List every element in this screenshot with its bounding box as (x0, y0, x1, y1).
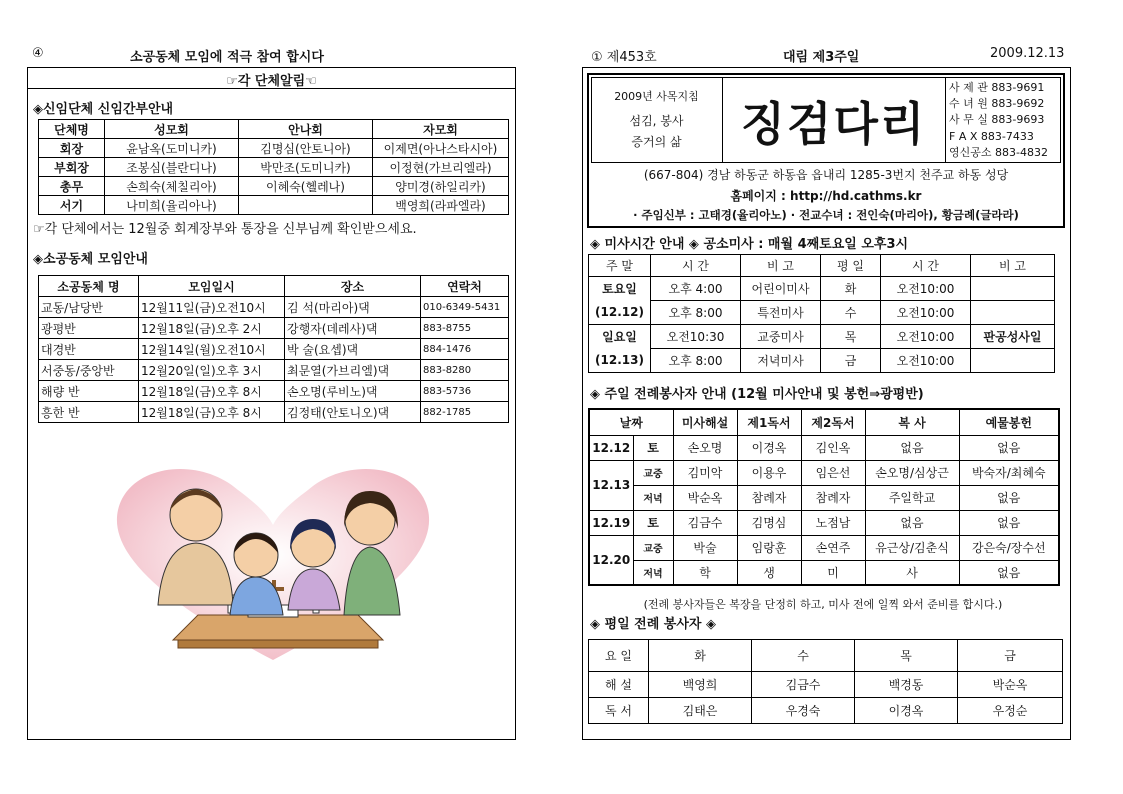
cell: 없음 (959, 560, 1059, 585)
cell: 박술 (673, 535, 737, 560)
row-label: 서기 (39, 196, 105, 215)
day-label: 토요일 (589, 277, 651, 301)
day-label: 일요일 (589, 325, 651, 349)
cell: 없음 (959, 510, 1059, 535)
cell: 김금수 (673, 510, 737, 535)
cell: 손희숙(체칠리아) (105, 177, 239, 196)
col-header: 성모회 (105, 120, 239, 139)
col-header: 연락처 (421, 276, 509, 297)
cell: 오전10:30 (651, 325, 741, 349)
cell: 김금수 (752, 672, 855, 698)
col-header: 금 (958, 640, 1063, 672)
servers-heading: ◈ 주일 전례봉사자 안내 (12월 미사안내 및 봉헌⇒광평반) (590, 387, 924, 402)
cell: 참례자 (737, 485, 801, 510)
small-community-table (38, 275, 509, 423)
cell: 박 술(요셉)댁 (285, 339, 421, 360)
cell: 해량 반 (39, 381, 139, 402)
cell: 오전10:00 (881, 301, 971, 325)
motto-line2: 증거의 삶 (631, 135, 682, 149)
officers-heading: ◈신임단체 신임간부안내 (33, 102, 174, 117)
cell: 유근상/김춘식 (865, 535, 959, 560)
mass-times-table (588, 254, 1055, 373)
cell: 오전10:00 (881, 325, 971, 349)
cell: 교동/남당반 (39, 297, 139, 318)
cell: 임은선 (801, 460, 865, 485)
col-header: 자모회 (373, 120, 509, 139)
cell: 박순옥 (958, 672, 1063, 698)
row-label: 독 서 (589, 698, 649, 724)
slogan: 소공동체 모임에 적극 참여 합시다 (130, 50, 324, 65)
cell: 나미희(율리아나) (105, 196, 239, 215)
cell: 백영희(라파엘라) (373, 196, 509, 215)
cell: 김 석(마리아)댁 (285, 297, 421, 318)
table-shape (173, 615, 383, 640)
cell: 임랑훈 (737, 535, 801, 560)
cell: 없음 (865, 435, 959, 460)
cell: 박순옥 (673, 485, 737, 510)
cell: 백영희 (649, 672, 752, 698)
cell: 오후 8:00 (651, 349, 741, 373)
cell: 노점남 (801, 510, 865, 535)
cell: 이용우 (737, 460, 801, 485)
date-label: (12.12) (589, 301, 651, 325)
cell: 윤남옥(도미니카) (105, 139, 239, 158)
cell: 박만조(도미니카) (239, 158, 373, 177)
motto-line1: 섬김, 봉사 (629, 114, 684, 128)
row-label: 해 설 (589, 672, 649, 698)
col-header: 복 사 (865, 409, 959, 435)
col-header: 안나회 (239, 120, 373, 139)
date-cell: 12.12 (589, 435, 633, 460)
motto-year: 2009년 사목지침 (614, 90, 699, 103)
cell: 오전10:00 (881, 349, 971, 373)
col-header: 제2독서 (801, 409, 865, 435)
cell: 김인옥 (801, 435, 865, 460)
cell: 이경옥 (737, 435, 801, 460)
cell: 생 (737, 560, 801, 585)
cell: 미 (801, 560, 865, 585)
section-title: ☞각 단체알림☜ (226, 74, 317, 89)
cell: 저녁미사 (741, 349, 821, 373)
small-community-heading: ◈소공동체 모임안내 (33, 252, 148, 267)
cell: 이제면(아나스타시아) (373, 139, 509, 158)
cell: 어린이미사 (741, 277, 821, 301)
cell: 특전미사 (741, 301, 821, 325)
col-header: 주 말 (589, 255, 651, 277)
cell: 12월18일(금)오후 2시 (139, 318, 285, 339)
cell: 883-5736 (421, 381, 509, 402)
col-header: 평 일 (821, 255, 881, 277)
cell: 이정현(가브리엘라) (373, 158, 509, 177)
cell: 김명심(안토니아) (239, 139, 373, 158)
date-label: (12.13) (589, 349, 651, 373)
cell: 흥한 반 (39, 402, 139, 423)
contact-list (949, 80, 1048, 161)
cell: 김명심 (737, 510, 801, 535)
cell: 손오명/심상근 (865, 460, 959, 485)
cell: 오후 4:00 (651, 277, 741, 301)
cell: 오전10:00 (881, 277, 971, 301)
cell: 없음 (865, 510, 959, 535)
col-header: 단체명 (39, 120, 105, 139)
col-header: 비 고 (741, 255, 821, 277)
col-header: 제1독서 (737, 409, 801, 435)
col-header: 예물봉헌 (959, 409, 1059, 435)
row-label: 부회장 (39, 158, 105, 177)
cell: 12월14일(월)오전10시 (139, 339, 285, 360)
cell: 최문열(가브리엘)댁 (285, 360, 421, 381)
cell: 우정순 (958, 698, 1063, 724)
contact-line: 사 무 실 883-9693 (949, 113, 1045, 127)
col-header: 소공동체 명 (39, 276, 139, 297)
date-cell: 12.20 (589, 535, 633, 585)
sub-cell: 저녁 (633, 560, 673, 585)
row-label: 총무 (39, 177, 105, 196)
cell: 교중미사 (741, 325, 821, 349)
cell: 김태은 (649, 698, 752, 724)
col-header: 장소 (285, 276, 421, 297)
homepage-link[interactable]: 홈페이지 : http://hd.cathms.kr (730, 189, 922, 203)
cell: 참례자 (801, 485, 865, 510)
col-header: 날짜 (589, 409, 673, 435)
liturgical-season: 대림 제3주일 (783, 50, 860, 65)
cell: 12월18일(금)오후 8시 (139, 402, 285, 423)
cell: 우경숙 (752, 698, 855, 724)
col-header: 수 (752, 640, 855, 672)
cell: 강은숙/장수선 (959, 535, 1059, 560)
sub-cell: 토 (633, 435, 673, 460)
cell: 박숙자/최혜숙 (959, 460, 1059, 485)
weekday-servers-heading: ◈ 평일 전례 봉사자 ◈ (590, 617, 717, 632)
cell: 대경반 (39, 339, 139, 360)
cell: 광평반 (39, 318, 139, 339)
cell: 판공성사일 (971, 325, 1055, 349)
cell: 883-8280 (421, 360, 509, 381)
issue-date: 2009.12.13 (990, 46, 1065, 61)
servers-note: (전례 봉사자들은 복장을 단정히 하고, 미사 전에 일찍 와서 준비를 합시다.) (643, 598, 1003, 611)
family-prayer-illustration (108, 455, 438, 670)
cell: 화 (821, 277, 881, 301)
cell: 조봉심(블란디나) (105, 158, 239, 177)
cell: 12월18일(금)오후 8시 (139, 381, 285, 402)
cell: 884-1476 (421, 339, 509, 360)
cell: 서중동/중앙반 (39, 360, 139, 381)
cell: 손연주 (801, 535, 865, 560)
clergy-line: · 주임신부 : 고태경(율리아노) · 전교수녀 : 전인숙(마리아), 황금례(글라라) (633, 208, 1019, 222)
cell: 금 (821, 349, 881, 373)
sub-cell: 교중 (633, 535, 673, 560)
contact-line: 사 제 관 883-9691 (949, 81, 1045, 94)
sub-cell: 토 (633, 510, 673, 535)
col-header: 화 (649, 640, 752, 672)
contact-line: F A X 883-7433 (949, 129, 1034, 143)
cell: 수 (821, 301, 881, 325)
cell: 손오명(루비노)댁 (285, 381, 421, 402)
col-header: 미사해설 (673, 409, 737, 435)
weekday-servers-table (588, 639, 1063, 724)
page-number: ④ (32, 46, 44, 61)
issue-number: ① 제453호 (591, 50, 657, 65)
cell (239, 196, 373, 215)
mass-heading: ◈ 미사시간 안내 ◈ 공소미사 : 매월 4째토요일 오후3시 (590, 237, 909, 252)
date-cell: 12.19 (589, 510, 633, 535)
col-header: 시 간 (881, 255, 971, 277)
cell: 김미악 (673, 460, 737, 485)
newsletter-title: 징검다리 (740, 97, 927, 151)
officers-table (38, 119, 509, 215)
cell: 883-8755 (421, 318, 509, 339)
row-label: 회장 (39, 139, 105, 158)
cell: 없음 (959, 485, 1059, 510)
cell (971, 349, 1055, 373)
cell: 없음 (959, 435, 1059, 460)
officers-note: ☞각 단체에서는 12월중 회계장부와 통장을 신부님께 확인받으세요. (33, 222, 417, 237)
cell: 오후 8:00 (651, 301, 741, 325)
cell: 목 (821, 325, 881, 349)
cell: 백경동 (855, 672, 958, 698)
sunday-servers-table (588, 408, 1060, 586)
cell (971, 277, 1055, 301)
col-header: 시 간 (651, 255, 741, 277)
sub-cell: 저녁 (633, 485, 673, 510)
cell: 이혜숙(헬레나) (239, 177, 373, 196)
cell: 학 (673, 560, 737, 585)
cell: 010-6349-5431 (421, 297, 509, 318)
cell: 12월11일(금)오전10시 (139, 297, 285, 318)
cell: 이경옥 (855, 698, 958, 724)
cell: 주일학교 (865, 485, 959, 510)
cell: 사 (865, 560, 959, 585)
col-header: 목 (855, 640, 958, 672)
col-header: 요 일 (589, 640, 649, 672)
sub-cell: 교중 (633, 460, 673, 485)
cell: 양미경(하일리카) (373, 177, 509, 196)
address: (667-804) 경남 하동군 하동읍 읍내리 1285-3번지 천주교 하동 성당 (643, 168, 1009, 182)
cell: 김정태(안토니오)댁 (285, 402, 421, 423)
cell: 강행자(데레사)댁 (285, 318, 421, 339)
cell: 882-1785 (421, 402, 509, 423)
date-cell: 12.13 (589, 460, 633, 510)
col-header: 비 고 (971, 255, 1055, 277)
contact-line: 영신공소 883-4832 (949, 145, 1048, 159)
cell: 12월20일(일)오후 3시 (139, 360, 285, 381)
cell (971, 301, 1055, 325)
cell: 손오명 (673, 435, 737, 460)
contact-line: 수 녀 원 883-9692 (949, 97, 1045, 111)
col-header: 모임일시 (139, 276, 285, 297)
